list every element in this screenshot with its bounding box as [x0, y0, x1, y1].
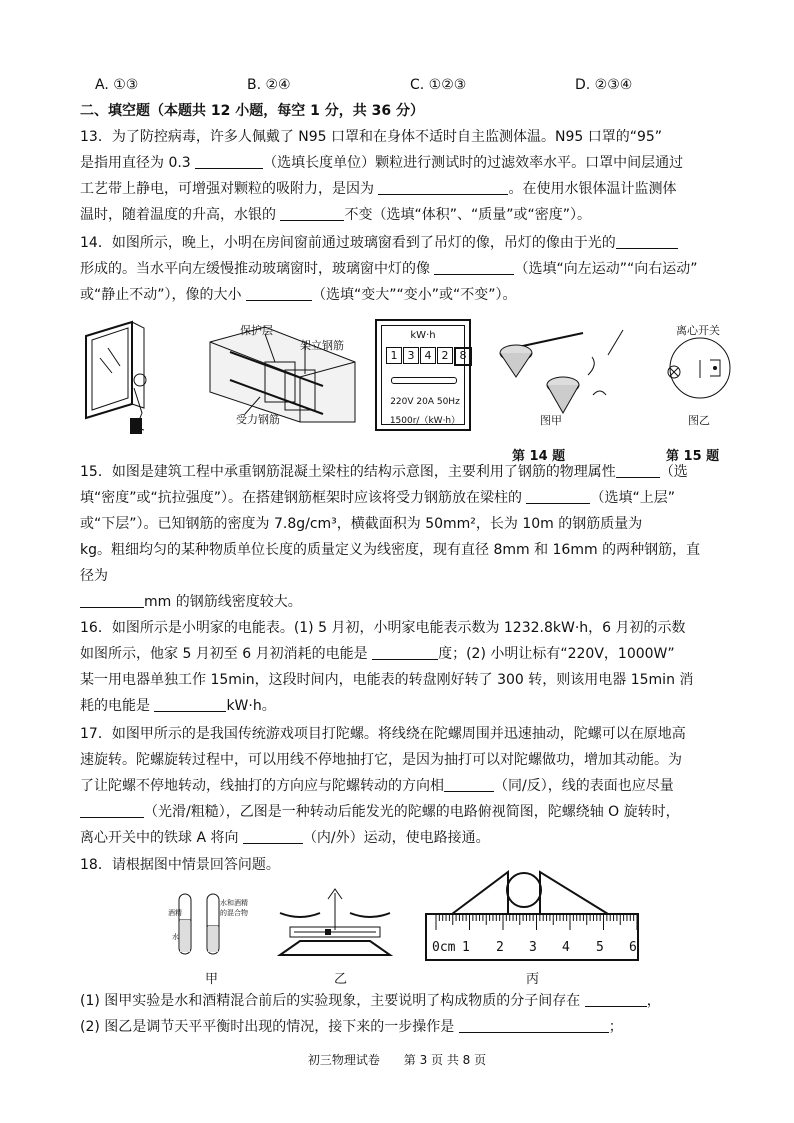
q15-line1 [80, 462, 688, 482]
q13-line1: 13．为了防控病毒，许多人佩戴了 N95 口罩和在身体不适时自主监测体温。N95 口罩的“95” [80, 129, 663, 145]
q17-text: （光滑/粗糙），乙图是一种转动后能发光的陀螺的电路俯视简图，陀螺绕轴 O 旋转时， [144, 804, 680, 820]
q15-line5: 径为 [80, 568, 108, 584]
q18-sub2 [80, 1017, 623, 1037]
q15-text: 填“密度”或“抗拉强度”）。在搭建钢筋框架时应该将受力钢筋放在梁柱的 [80, 490, 527, 506]
q17-line3 [80, 776, 674, 796]
q18-blank-2[interactable] [459, 1017, 609, 1033]
meter-unit: kW·h [410, 330, 436, 341]
q15-line2 [80, 488, 675, 508]
q13-text: 。在使用水银体温计监测体 [508, 181, 677, 197]
q13-text: 是指用直径为 0.3 [80, 155, 196, 171]
q17-text: 了让陀螺不停地转动，线抽打的方向应与陀螺转动的方向相 [80, 778, 444, 794]
q15-blank-1[interactable] [616, 462, 660, 478]
meter-digit: 4 [420, 347, 436, 364]
footer-exam-name: 初三物理试卷 [307, 1053, 380, 1067]
ruler-label: 0cm [432, 940, 456, 955]
q13-text: 工艺带上静电，可增强对颗粒的吸附力，是因为 [80, 181, 379, 197]
q18-text: (2) 图乙是调节天平平衡时出现的情况，接下来的一步操作是 [80, 1019, 459, 1035]
q16-blank-2[interactable] [154, 696, 226, 712]
q18-line1: 18．请根据图中情景回答问题。 [80, 857, 280, 873]
q16-line2 [80, 644, 675, 664]
q13-line2 [80, 153, 683, 173]
balance-figure [270, 885, 400, 965]
q14-text: （选填“向左运动”“向右运动” [514, 261, 698, 277]
circuit-figure [660, 330, 740, 410]
q14-text: （选填“变大”“变小”或“不变”）。 [311, 287, 517, 303]
caption-q15: 第 15 题 [666, 449, 720, 464]
q17-line2: 速旋转。陀螺旋转过程中，可以用线不停地抽打它，是因为抽打可以对陀螺做功，增加其动能。为 [80, 752, 682, 768]
q17-text: （同/反），线的表面也应尽量 [494, 778, 674, 794]
water-label: 水 [172, 933, 179, 941]
q17-line5 [80, 828, 490, 848]
ruler-label: 2 [496, 940, 504, 955]
q17-text: （内/外）运动，使电路接通。 [302, 830, 490, 846]
alcohol-label: 酒精 [168, 909, 182, 917]
q18-sub1 [80, 991, 661, 1011]
q14-line3 [80, 285, 517, 305]
footer-page-number: 第 3 页 共 8 页 [403, 1053, 487, 1067]
q13-blank-3[interactable] [280, 205, 344, 221]
q13-text: （选填长度单位）颗粒进行测试时的过滤效率水平。口罩中间层通过 [263, 155, 684, 171]
q15-text: mm 的钢筋线密度较大。 [144, 594, 302, 610]
q13-line4 [80, 205, 591, 225]
caption-q14: 第 14 题 [512, 449, 566, 464]
stress-rebar-label: 受力钢筋 [236, 413, 280, 426]
q17-blank-3[interactable] [243, 828, 303, 844]
q14-line2 [80, 259, 697, 279]
meter-digits [386, 347, 472, 366]
meter-digit: 2 [437, 347, 453, 364]
ruler-labels [432, 940, 637, 955]
q17-line4 [80, 802, 680, 822]
ruler-label: 6 [629, 940, 637, 955]
q18-text: ； [608, 1019, 623, 1035]
q15-blank-2[interactable] [526, 488, 590, 504]
q16-text: 耗的电能是 [80, 698, 155, 714]
q15-line3: 或“下层”）。已知钢筋的密度为 7.8g/cm³，横截面积为 50mm²，长为 10m 的钢筋质量为 [80, 516, 643, 532]
fig-a-label: 图甲 [540, 414, 562, 427]
ruler-label: 5 [596, 940, 604, 955]
q16-text: 如图所示，他家 5 月初至 6 月初消耗的电能是 [80, 646, 373, 662]
q15-blank-3[interactable] [80, 592, 144, 608]
q18-text: (1) 图甲实验是水和酒精混合前后的实验现象，主要说明了构成物质的分子间存在 [80, 993, 585, 1009]
mix-label: 水和酒精的混合物 [220, 899, 248, 917]
meter-digit: 1 [386, 347, 402, 364]
q14-blank-2[interactable] [434, 259, 514, 275]
option-a: A. ①③ [95, 77, 139, 93]
q15-text: 15．如图是建筑工程中承重钢筋混凝土梁柱的结构示意图，主要利用了钢筋的物理属性 [80, 464, 616, 480]
meter-digit: 8 [454, 347, 472, 366]
q18-blank-1[interactable] [585, 991, 647, 1007]
q14-text: 14．如图所示，晚上，小明在房间窗前通过玻璃窗看到了吊灯的像，吊灯的像由于光的 [80, 235, 616, 251]
option-d: D. ②③④ [575, 77, 633, 93]
ruler-ticks [436, 914, 637, 930]
q13-text: 不变（选填“体积”、“质量”或“密度”）。 [344, 207, 591, 223]
meter-rev: 1500r/（kW·h） [389, 416, 461, 426]
q15-text: （选 [659, 464, 688, 480]
section-title: 二、填空题（本题共 12 小题，每空 1 分，共 36 分） [80, 103, 424, 119]
fig-b-label: 图乙 [688, 414, 710, 427]
figure-jia-label: 甲 [205, 972, 219, 987]
q17-text: 离心开关中的铁球 A 将向 [80, 830, 243, 846]
figure-yi-label: 乙 [334, 972, 348, 987]
q16-text: 度；(2) 小明让标有“220V，1000W” [438, 646, 675, 662]
q13-text: 温时，随着温度的升高，水银的 [80, 207, 281, 223]
q14-blank-3[interactable] [246, 285, 312, 301]
frame-rebar-label: 架立钢筋 [300, 339, 344, 352]
spinning-top-figure [488, 325, 638, 420]
q13-blank-2[interactable] [378, 179, 508, 195]
q15-text: （选填“上层” [590, 490, 675, 506]
q17-blank-2[interactable] [80, 802, 144, 818]
q17-blank-1[interactable] [444, 776, 494, 792]
q14-text: 或“静止不动”），像的大小 [80, 287, 246, 303]
q16-text: kW·h。 [226, 698, 276, 714]
ruler-label: 4 [562, 940, 570, 955]
centrifugal-switch-label: 离心开关 [676, 324, 720, 337]
q14-text: 形成的。当水平向左缓慢推动玻璃窗时，玻璃窗中灯的像 [80, 261, 435, 277]
q14-blank-1[interactable] [616, 233, 678, 249]
meter-disc [391, 377, 457, 384]
figure-bing-label: 丙 [526, 972, 540, 987]
ruler-label: 3 [529, 940, 537, 955]
q16-line3: 某一用电器单独工作 15min，这段时间内，电能表的转盘刚好转了 300 转，则该用电器 15min 消 [80, 672, 694, 688]
q15-line6 [80, 592, 302, 612]
q17-line1: 17．如图甲所示的是我国传统游戏项目打陀螺。将线绕在陀螺周围并迅速抽动，陀螺可以在原地高 [80, 726, 686, 742]
q15-line4: kg。粗细均匀的某种物质单位长度的质量定义为线密度，现有直径 8mm 和 16mm 的两种钢筋，直 [80, 542, 701, 558]
q16-line1: 16．如图所示是小明家的电能表。(1) 5 月初，小明家电能表示数为 1232.8kW·h，6 月初的示数 [80, 620, 686, 636]
window-figure [82, 318, 162, 438]
protective-layer-label: 保护层 [240, 324, 273, 337]
meter-spec: 220V 20A 50Hz [390, 397, 460, 407]
q16-blank-1[interactable] [372, 644, 438, 660]
ruler-label: 1 [462, 940, 470, 955]
q14-line1 [80, 233, 678, 253]
q18-text: ， [646, 993, 661, 1009]
meter-digit: 3 [403, 347, 419, 364]
q13-blank-1[interactable] [195, 153, 263, 169]
q13-line3 [80, 179, 676, 199]
page-footer [0, 1051, 794, 1068]
q16-line4 [80, 696, 276, 716]
option-b: B. ②④ [247, 77, 291, 93]
energy-meter-figure [375, 319, 471, 431]
option-c: C. ①②③ [410, 77, 467, 93]
